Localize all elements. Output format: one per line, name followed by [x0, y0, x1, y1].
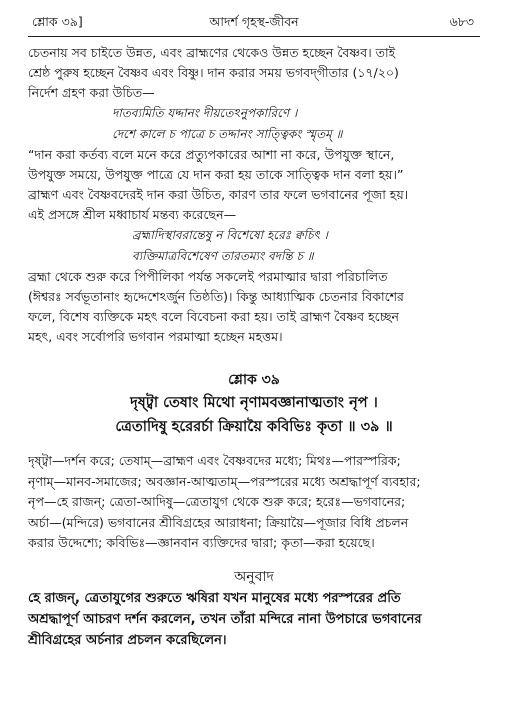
madhva-quote-line: ব্রহ্মাদিস্থাবরান্তেষু ন বিশেষো হরেঃ ক্বচিৎ ।: [132, 228, 328, 242]
synonyms-line: অর্চা—(মন্দিরে) ভগবানের শ্রীবিগ্রহের আরাধনা; ক্রিয়ায়ৈ—পূজার বিধি প্রচলন: [28, 514, 409, 530]
book-page: [28, 14, 480, 651]
purport-line: চেতনায় সব চাইতে উন্নত, এবং ব্রাহ্মণের থেকেও উন্নত হচ্ছেন বৈষ্ণব। তাই: [28, 45, 396, 60]
synonyms-line: নৃণাম্—মানব-সমাজের; অবজ্ঞান-আত্মতাম্—পরস্পরের মধ্যে অশ্রদ্ধাপূর্ণ ব্যবহার;: [28, 473, 421, 489]
translation-line: হে রাজন্, ত্রেতাযুগের শুরুতে ঋষিরা যখন মানুষের মধ্যে পরস্পরের প্রতি: [28, 590, 401, 606]
running-header: [28, 14, 480, 34]
translation-line: অশ্রদ্ধাপূর্ণ আচরণ দর্শন করলেন, তখন তাঁরা মন্দিরে নানা উপচারে ভগবানের: [28, 611, 422, 627]
synonyms-line: নৃপ—হে রাজন্; ত্রেতা-আদিষু—ত্রেতাযুগ থেকে শুরু করে; হরেঃ—ভগবানের;: [28, 494, 406, 509]
purport-line: ব্রাহ্মণ এবং বৈষ্ণবদেরই দান করা উচিত, কারণ তার ফলে ভগবানের পূজা হয়।: [28, 187, 409, 202]
synonyms-line: দৃষ্ট্বা—দর্শন করে; তেষাম্—ব্রাহ্মণ এবং বৈষ্ণবদের মধ্যে; মিথঃ—পারস্পরিক;: [28, 453, 401, 468]
purport-line: ফলে, বিশেষ ব্যক্তিকে মহৎ বলে বিবেচনা করা হয়। তাই ব্রাহ্মণ বৈষ্ণব হচ্ছেন: [28, 309, 399, 324]
header-chapter-title: আদর্শ গৃহস্থ-জীবন: [209, 14, 299, 29]
purport-line: (ঈশ্বরঃ সর্বভূতানাং হৃদ্দেশেঽর্জুন তিষ্ঠতি)। কিন্তু আধ্যাত্মিক চেতনার বিকাশের: [28, 289, 404, 304]
header-verse-ref: শ্লোক ৩৯]: [32, 14, 83, 29]
purport-line: উপযুক্ত সময়ে, উপযুক্ত পাত্রে যে দান করা হয় তাকে সাত্ত্বিক দান বলা হয়।”: [28, 167, 404, 182]
translation-line: শ্রীবিগ্রহের অর্চনার প্রচলন করেছিলেন।: [28, 632, 227, 648]
translation-section: [28, 588, 480, 651]
purport-line: মহৎ, এবং সর্বোপরি ভগবান পরমাত্মা হচ্ছেন মহত্তম।: [28, 329, 283, 344]
purport-section: [28, 43, 480, 347]
header-rule: [28, 36, 480, 37]
verse-line: দৃষ্ট্বা তেষাং মিথো নৃণামবজ্ঞানাত্মতাং নৃপ ।: [130, 395, 378, 411]
verse-line: ত্রেতাদিষু হরেরর্চা ক্রিয়ায়ৈ কবিভিঃ কৃতা ॥ ৩৯ ॥: [115, 419, 393, 435]
translation-heading: অনুবাদ: [234, 568, 274, 585]
purport-line: এই প্রসঙ্গে শ্রীল মধ্বাচার্য মন্তব্য করেছেন—: [28, 207, 237, 222]
purport-line: নির্দেশ গ্রহণ করা উচিত—: [28, 85, 155, 100]
purport-line: “দান করা কর্তব্য বলে মনে করে প্রত্যুপকারের আশা না করে, উপযুক্ত স্থানে,: [28, 147, 395, 162]
gita-quote-line: দাতব্যমিতি যদ্দানং দীয়তেঽনুপকারিণে ।: [112, 106, 298, 120]
page-number: ৬৮৩: [449, 14, 474, 29]
purport-line: শ্রেষ্ঠ পুরুষ হচ্ছেন বৈষ্ণব এবং বিষ্ণু। দান করার সময় ভগবদ্‌গীতার (১৭/২০): [28, 65, 399, 80]
synonyms-line: করার উদ্দেশ্যে; কবিভিঃ—জ্ঞানবান ব্যক্তিদের দ্বারা; কৃতা—করা হয়েছে।: [28, 535, 375, 550]
purport-line: ব্রহ্মা থেকে শুরু করে পিপীলিকা পর্যন্ত সকলেই পরমাত্মার দ্বারা পরিচালিত: [28, 269, 388, 284]
madhva-quote-line: ব্যক্তিমাত্রবিশেষেণ তারতম্যং বদন্তি চ ॥: [132, 249, 314, 263]
synonyms-section: [28, 451, 480, 554]
verse-heading: শ্লোক ৩৯: [228, 372, 280, 388]
gita-quote-line: দেশে কালে চ পাত্রে চ তদ্দানং সাত্ত্বিকং স্মৃতম্ ॥: [112, 127, 343, 141]
